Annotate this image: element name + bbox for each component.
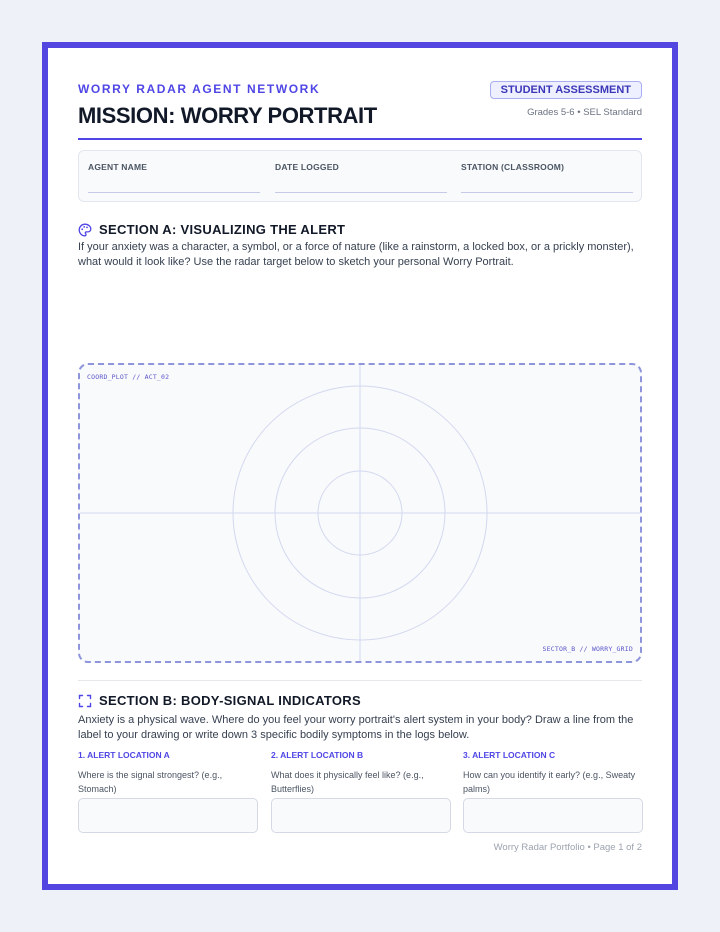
alert-location-b-hint: What does it physically feel like? (e.g., Butterflies) — [271, 770, 424, 794]
section-b-description: Anxiety is a physical wave. Where do you feel your worry portrait's alert system in your body? Draw a line from the label to your drawing or write down 3 specific bodily symptoms in the logs below. — [78, 714, 634, 741]
alert-location-c-label: 3. ALERT LOCATION C — [463, 750, 556, 760]
section-a-heading — [78, 222, 345, 237]
header-rule — [78, 138, 642, 140]
worksheet-page — [42, 42, 678, 890]
radar-drawing-area[interactable] — [78, 363, 642, 663]
alert-location-a-hint: Where is the signal strongest? (e.g., Stomach) — [78, 770, 223, 794]
brand-name: WORRY RADAR AGENT NETWORK — [78, 82, 321, 96]
date-logged-label: DATE LOGGED — [275, 162, 339, 172]
alert-location-c — [463, 750, 643, 796]
alert-location-c-input[interactable] — [463, 798, 643, 833]
assessment-badge: STUDENT ASSESSMENT — [490, 81, 642, 99]
radar-code-bottom-right: SECTOR_B // WORRY_GRID — [542, 645, 633, 653]
station-line[interactable] — [461, 192, 633, 193]
station-label: STATION (CLASSROOM) — [461, 162, 565, 172]
section-b-heading — [78, 693, 361, 708]
radar-code-top-left: COORD_PLOT // ACT_02 — [87, 373, 170, 381]
focus-frame-icon — [78, 694, 92, 708]
alert-location-b-input[interactable] — [271, 798, 451, 833]
radar-target-grid — [80, 365, 640, 661]
agent-name-field[interactable] — [88, 162, 260, 172]
alert-location-a — [78, 750, 258, 796]
section-a-title: SECTION A: VISUALIZING THE ALERT — [99, 222, 346, 237]
grade-line: Grades 5-6 • SEL Standard — [527, 107, 642, 118]
agent-name-line[interactable] — [88, 192, 260, 193]
section-b-title: SECTION B: BODY-SIGNAL INDICATORS — [99, 693, 361, 708]
agent-name-label: AGENT NAME — [88, 162, 148, 172]
alert-location-b — [271, 750, 451, 796]
section-divider — [78, 680, 642, 681]
alert-location-a-input[interactable] — [78, 798, 258, 833]
alert-location-c-hint: How can you identify it early? (e.g., Sweaty palms) — [463, 770, 636, 794]
date-logged-field[interactable] — [275, 162, 447, 172]
station-field[interactable] — [461, 162, 633, 172]
alert-location-b-label: 2. ALERT LOCATION B — [271, 750, 364, 760]
agent-info-panel — [78, 150, 642, 202]
date-logged-line[interactable] — [275, 192, 447, 193]
palette-icon — [78, 223, 92, 237]
alert-location-a-label: 1. ALERT LOCATION A — [78, 750, 170, 760]
page-footer: Worry Radar Portfolio • Page 1 of 2 — [493, 842, 642, 853]
page-title: MISSION: WORRY PORTRAIT — [78, 103, 377, 128]
section-a-description: If your anxiety was a character, a symbol, or a force of nature (like a rainstorm, a locked box, or a prickly monster), what would it look like? Use the radar target below to sketch your personal Worry Portrait. — [78, 241, 634, 268]
